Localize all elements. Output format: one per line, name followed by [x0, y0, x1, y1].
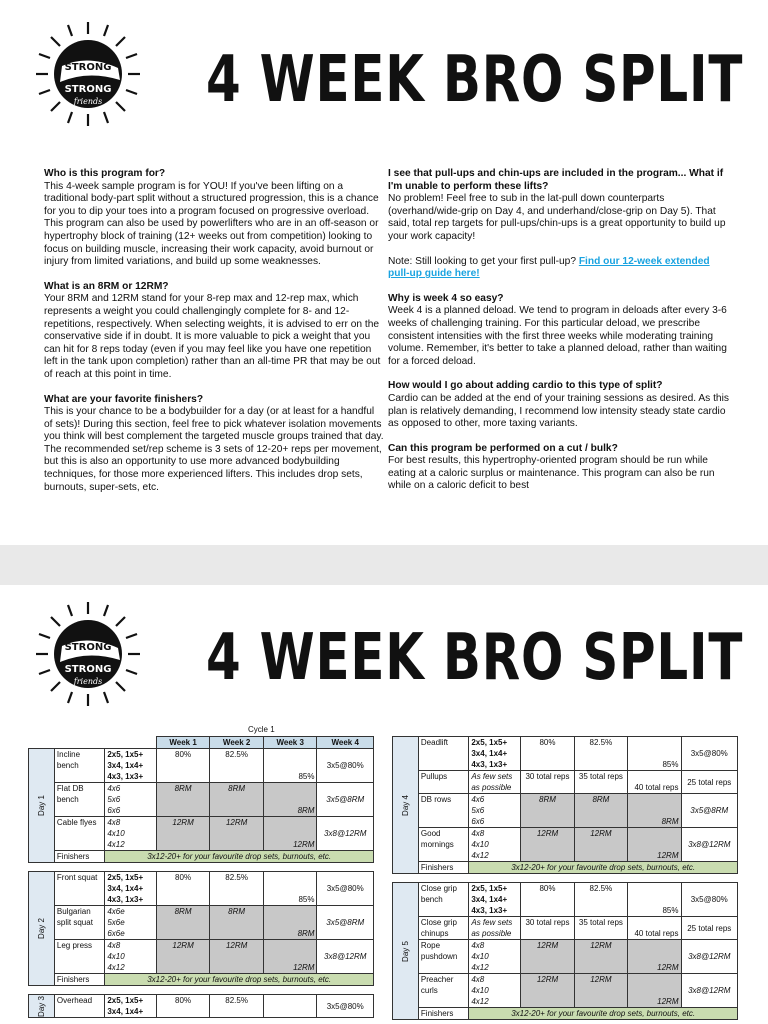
week-1-value: 8RM	[521, 794, 574, 828]
day-label-text: Day 5	[400, 940, 410, 962]
exercise-row	[393, 828, 738, 862]
faq-answer: This is your chance to be a bodybuilder for a day (or at least for a handful of sets)! During this section, feel free to pick whatever isolation movements you think will best complement the targeted muscle groups trained that day. The recommended set/rep scheme is 3 sets of 12-20+ reps per movement, but this is also an opportunity to use more advanced bodybuilding techniques, for those more experienced lifters. This includes drop sets, burnouts, super-sets, etc.	[44, 406, 384, 493]
week-4-value: 3x5@80%	[317, 995, 374, 1018]
logo-text-strong-2: STRONG	[64, 664, 112, 675]
week-2-value: 12RM	[574, 974, 627, 1008]
set-scheme-line: 4x3, 1x3+	[107, 895, 144, 904]
week-1-value: 12RM	[521, 940, 574, 974]
day-label-text: Day 2	[36, 918, 46, 939]
week-header-row	[29, 737, 374, 749]
logo-text-strong: STRONG	[64, 62, 112, 73]
set-scheme-line: 3x4, 1x4+	[471, 895, 508, 904]
finisher-label: Finishers	[418, 862, 468, 874]
day-spacer-cell	[29, 986, 374, 995]
exercise-name: Front squat	[54, 872, 104, 906]
set-scheme	[469, 828, 521, 862]
week-4-value: 3x5@8RM	[317, 906, 374, 940]
faq-answer: For best results, this hypertrophy-oriented program should be run while eating at a caloric surplus or maintenance. This program can also be run while on a caloric deficit to best	[388, 455, 715, 492]
week-2-value: 12RM	[574, 940, 627, 974]
faq-answer: Your 8RM and 12RM stand for your 8-rep max and 12-rep max, which represents a weight you could challengingly complete for 8- and 12-repetitions, respectively. When selecting weights, it is advised to err on the conservative side if in doubt. It is more valuable to pick a weight that you can hit for 8 reps today (even if you may feel like you have one repetition left in the tank upon completion) rather than an all-time PR that may be out of reach at this point in time.	[44, 293, 381, 380]
strong-strong-friends-logo	[32, 598, 144, 710]
set-scheme-line: 3x4, 1x4+	[107, 1007, 144, 1016]
exercise-row	[29, 872, 374, 906]
faq-question: Can this program be performed on a cut / bulk?	[388, 442, 618, 454]
week-4-value: 25 total reps	[681, 771, 738, 794]
finisher-row	[393, 862, 738, 874]
week-1-value: 12RM	[156, 940, 210, 974]
set-scheme	[105, 783, 156, 817]
exercise-row	[29, 995, 374, 1018]
set-scheme-line: 6x6	[471, 817, 485, 826]
logo-text-friends: friends	[73, 97, 103, 106]
faq-question: What is an 8RM or 12RM?	[44, 280, 169, 292]
day-label	[393, 737, 419, 874]
set-scheme-line: 6x6	[107, 806, 121, 815]
week-2-value: 35 total reps	[574, 771, 627, 794]
set-scheme-line: 4x8	[471, 941, 485, 950]
set-scheme-line: 4x3, 1x3+	[107, 772, 144, 781]
faq-answer: Cardio can be added at the end of your training sessions as desired. As this plan is relatively demanding, I recommend low intensity steady state cardio as opposed to other, more taxing variants.	[388, 392, 729, 430]
day-spacer-cell	[393, 874, 738, 883]
set-scheme-line: 4x10	[107, 829, 125, 838]
week-2-value: 82.5%	[574, 883, 627, 917]
week-2-value: 35 total reps	[574, 917, 627, 940]
finisher-text: 3x12-20+ for your favourite drop sets, burnouts, etc.	[469, 1008, 738, 1020]
set-scheme-line: 2x5, 1x5+	[471, 738, 508, 747]
exercise-row	[393, 737, 738, 771]
exercise-row	[393, 771, 738, 794]
week-3-value: 12RM	[628, 974, 681, 1008]
exercise-name: Rope pushdown	[418, 940, 468, 974]
exercise-name: Leg press	[54, 940, 104, 974]
set-scheme	[469, 737, 521, 771]
day-label	[29, 995, 55, 1018]
week-4-value: 3x8@12RM	[681, 828, 738, 862]
set-scheme	[105, 995, 156, 1018]
finisher-text: 3x12-20+ for your favourite drop sets, burnouts, etc.	[105, 851, 374, 863]
week-2-value: 82.5%	[210, 872, 264, 906]
set-scheme-line: 4x8	[471, 975, 485, 984]
set-scheme	[469, 794, 521, 828]
day-label-text: Day 3	[36, 995, 46, 1017]
set-scheme-line: 5x6	[107, 795, 121, 804]
exercise-name: Close grip bench	[418, 883, 468, 917]
set-scheme	[105, 872, 156, 906]
day-spacer	[393, 874, 738, 883]
finisher-label: Finishers	[418, 1008, 468, 1020]
exercise-row	[393, 917, 738, 940]
week-3-value: 8RM	[628, 794, 681, 828]
faq-left-column	[44, 168, 384, 506]
faq-question: What are your favorite finishers?	[44, 393, 204, 405]
set-scheme	[469, 883, 521, 917]
week-1-value: 30 total reps	[521, 771, 574, 794]
exercise-row	[29, 817, 374, 851]
day-label	[393, 883, 419, 1020]
set-scheme-line: 4x10	[471, 840, 489, 849]
week-3-value: 85%	[628, 883, 681, 917]
set-scheme-line: 4x10	[471, 952, 489, 961]
week-4-value: 3x5@80%	[681, 737, 738, 771]
day-label-text: Day 1	[36, 795, 46, 816]
set-scheme-line: 4x12	[471, 997, 489, 1006]
week-4-value: 3x5@8RM	[681, 794, 738, 828]
day-spacer-cell	[29, 863, 374, 872]
exercise-name: Cable flyes	[54, 817, 104, 851]
set-scheme	[105, 749, 156, 783]
week-3-value: 12RM	[263, 940, 317, 974]
finisher-text: 3x12-20+ for your favourite drop sets, burnouts, etc.	[469, 862, 738, 874]
set-scheme-line: 4x3, 1x3+	[471, 760, 508, 769]
exercise-row	[393, 883, 738, 917]
week-1-value: 80%	[156, 749, 210, 783]
week-1-value: 8RM	[156, 783, 210, 817]
set-scheme-line: 4x8	[107, 941, 121, 950]
week-2-value: 82.5%	[210, 749, 264, 783]
page-separator	[0, 545, 768, 585]
pullup-guide-link[interactable]: Find our 12-week extended pull-up guide here!	[388, 255, 710, 280]
week-3-value: 85%	[263, 872, 317, 906]
set-scheme-line: 3x4, 1x4+	[471, 749, 508, 758]
exercise-row	[29, 906, 374, 940]
page-title: 4 WEEK BRO SPLIT	[206, 621, 744, 695]
week-3-value: 40 total reps	[628, 917, 681, 940]
week-4-value: 25 total reps	[681, 917, 738, 940]
set-scheme	[105, 817, 156, 851]
pullup-guide-note	[388, 256, 733, 281]
set-scheme-line: 4x8	[471, 829, 485, 838]
header-blank	[29, 737, 157, 749]
logo-text-friends: friends	[73, 677, 103, 686]
exercise-name: DB rows	[418, 794, 468, 828]
program-table-right	[392, 736, 738, 1020]
exercise-name: Incline bench	[54, 749, 104, 783]
week-3-value	[263, 995, 317, 1018]
week-1-value: 80%	[521, 737, 574, 771]
week-2-value: 8RM	[210, 783, 264, 817]
faq-question: Who is this program for?	[44, 168, 166, 179]
week-2-value: 8RM	[210, 906, 264, 940]
set-scheme-line: 4x6	[471, 795, 485, 804]
set-scheme-line: 4x6e	[107, 907, 125, 916]
set-scheme-line: as possible	[471, 783, 512, 792]
faq-answer: No problem! Feel free to sub in the lat-pull down counterparts (overhand/wide-grip on Day 4, and underhand/close-grip on Day 5). That said, total rep targets for pull-ups/chin-ups is a great opportunity to build up your work capacity!	[388, 193, 726, 242]
week-header: Week 3	[263, 737, 317, 749]
week-3-value: 8RM	[263, 783, 317, 817]
strong-strong-friends-logo	[32, 18, 144, 130]
week-1-value: 12RM	[521, 974, 574, 1008]
set-scheme-line: 3x4, 1x4+	[107, 884, 144, 893]
note-prefix: Note: Still looking to get your first pull-up?	[388, 255, 579, 267]
exercise-name: Overhead	[54, 995, 104, 1018]
set-scheme	[469, 940, 521, 974]
day-spacer	[29, 863, 374, 872]
week-2-value: 12RM	[574, 828, 627, 862]
cycle-label: Cycle 1	[248, 725, 275, 734]
week-2-value: 8RM	[574, 794, 627, 828]
exercise-name: Preacher curls	[418, 974, 468, 1008]
week-3-value: 85%	[628, 737, 681, 771]
day-label	[29, 749, 55, 863]
set-scheme-line: As few sets	[471, 772, 513, 781]
week-1-value: 80%	[156, 995, 210, 1018]
week-1-value: 12RM	[156, 817, 210, 851]
logo-text-strong: STRONG	[64, 642, 112, 653]
week-header: Week 4	[317, 737, 374, 749]
week-2-value: 12RM	[210, 940, 264, 974]
set-scheme-line: 4x12	[107, 840, 125, 849]
day-label-text: Day 4	[400, 794, 410, 816]
set-scheme-line: as possible	[471, 929, 512, 938]
set-scheme-line: 4x8	[107, 818, 121, 827]
week-1-value: 80%	[156, 872, 210, 906]
exercise-row	[29, 940, 374, 974]
week-4-value: 3x5@80%	[317, 749, 374, 783]
exercise-row	[393, 974, 738, 1008]
week-4-value: 3x8@12RM	[681, 940, 738, 974]
exercise-row	[29, 749, 374, 783]
finisher-text: 3x12-20+ for your favourite drop sets, burnouts, etc.	[105, 974, 374, 986]
week-1-value: 8RM	[156, 906, 210, 940]
exercise-name: Deadlift	[418, 737, 468, 771]
week-2-value: 82.5%	[574, 737, 627, 771]
set-scheme-line: 2x5, 1x5+	[107, 750, 144, 759]
set-scheme-line: 4x12	[471, 963, 489, 972]
faq-question: How would I go about adding cardio to this type of split?	[388, 380, 663, 392]
exercise-row	[29, 783, 374, 817]
week-4-value: 3x8@12RM	[681, 974, 738, 1008]
set-scheme-line: 5x6e	[107, 918, 125, 927]
week-1-value: 80%	[521, 883, 574, 917]
week-2-value: 12RM	[210, 817, 264, 851]
exercise-row	[393, 940, 738, 974]
finisher-label: Finishers	[54, 851, 104, 863]
set-scheme-line: 6x6e	[107, 929, 125, 938]
week-4-value: 3x8@12RM	[317, 940, 374, 974]
week-1-value: 30 total reps	[521, 917, 574, 940]
faq-answer: This 4-week sample program is for YOU! If you've been lifting on a traditional body-part split without a structured progression, this is a chance for you to dip your toes into a program focused on progressive overload. This program can also be used by powerlifters who are in an off-season or hypertrophy block of training (12+ weeks out from competition) looking to focus on building muscle, increasing their work capacity, avoid burnout or injury from limited variations, and build up some weaknesses.	[44, 180, 379, 268]
week-3-value: 12RM	[263, 817, 317, 851]
exercise-name: Pullups	[418, 771, 468, 794]
week-3-value: 85%	[263, 749, 317, 783]
week-3-value: 8RM	[263, 906, 317, 940]
set-scheme	[469, 974, 521, 1008]
day-spacer	[29, 986, 374, 995]
week-2-value: 82.5%	[210, 995, 264, 1018]
finisher-row	[393, 1008, 738, 1020]
set-scheme-line: 2x5, 1x5+	[107, 873, 144, 882]
set-scheme-line: 4x6	[107, 784, 121, 793]
week-header: Week 1	[156, 737, 210, 749]
set-scheme	[469, 917, 521, 940]
set-scheme	[105, 906, 156, 940]
set-scheme-line: 4x10	[471, 986, 489, 995]
week-4-value: 3x5@80%	[681, 883, 738, 917]
exercise-row	[393, 794, 738, 828]
day-label	[29, 872, 55, 986]
set-scheme-line: As few sets	[471, 918, 513, 927]
set-scheme	[469, 771, 521, 794]
finisher-row	[29, 851, 374, 863]
page-title: 4 WEEK BRO SPLIT	[206, 43, 744, 117]
faq-right-column	[388, 168, 733, 505]
set-scheme-line: 5x6	[471, 806, 485, 815]
set-scheme-line: 3x4, 1x4+	[107, 761, 144, 770]
set-scheme-line: 2x5, 1x5+	[107, 996, 144, 1005]
week-header: Week 2	[210, 737, 264, 749]
program-table-left	[28, 736, 374, 1018]
week-3-value: 40 total reps	[628, 771, 681, 794]
week-4-value: 3x5@80%	[317, 872, 374, 906]
set-scheme-line: 4x12	[107, 963, 125, 972]
week-1-value: 12RM	[521, 828, 574, 862]
finisher-label: Finishers	[54, 974, 104, 986]
logo-text-strong-2: STRONG	[64, 84, 112, 95]
finisher-row	[29, 974, 374, 986]
week-3-value: 12RM	[628, 940, 681, 974]
exercise-name: Close grip chinups	[418, 917, 468, 940]
set-scheme-line: 4x10	[107, 952, 125, 961]
exercise-name: Good mornings	[418, 828, 468, 862]
faq-answer: Week 4 is a planned deload. We tend to program in deloads after every 3-6 weeks of challenging training. For this particular deload, we prescribe consistent intensities with the first three weeks while moderating training volume. Remember, it's better to take a planned deload, rather than waiting for a forced deload.	[388, 305, 727, 367]
faq-question: I see that pull-ups and chin-ups are included in the program... What if I'm unable to perform these lifts?	[388, 168, 724, 192]
set-scheme-line: 2x5, 1x5+	[471, 884, 508, 893]
set-scheme-line: 4x12	[471, 851, 489, 860]
set-scheme-line: 4x3, 1x3+	[471, 906, 508, 915]
faq-question: Why is week 4 so easy?	[388, 292, 504, 304]
exercise-name: Bulgarian split squat	[54, 906, 104, 940]
set-scheme	[105, 940, 156, 974]
week-4-value: 3x5@8RM	[317, 783, 374, 817]
week-3-value: 12RM	[628, 828, 681, 862]
exercise-name: Flat DB bench	[54, 783, 104, 817]
week-4-value: 3x8@12RM	[317, 817, 374, 851]
